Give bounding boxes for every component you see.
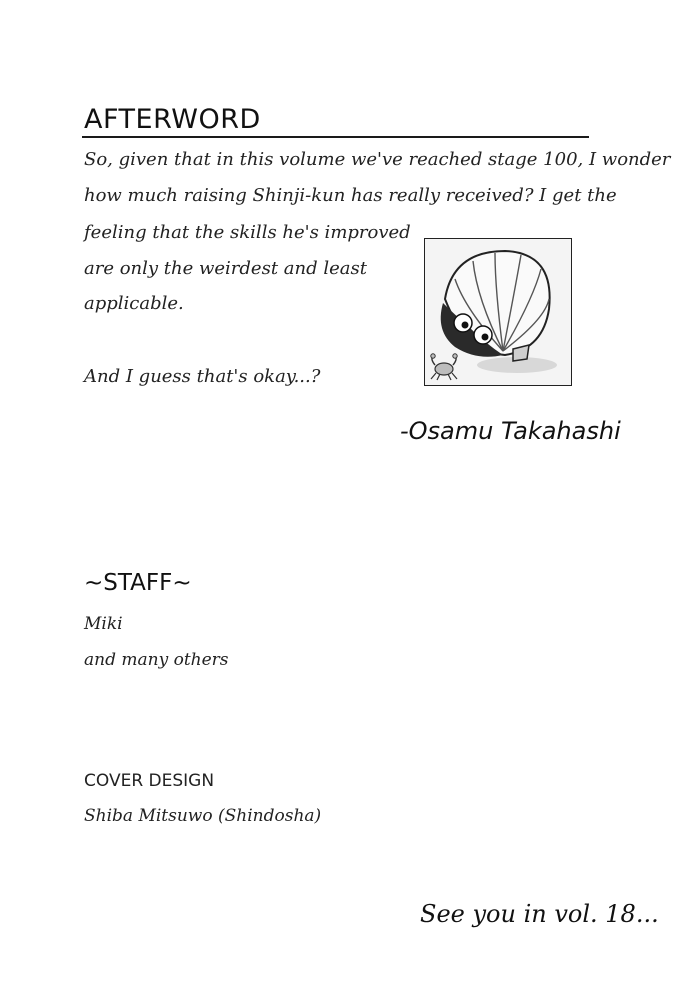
staff-member-2: and many others bbox=[84, 650, 229, 670]
title-divider bbox=[82, 136, 589, 138]
cover-designer: Shiba Mitsuwo (Shindosha) bbox=[84, 806, 322, 826]
staff-title: ~STAFF~ bbox=[84, 570, 192, 596]
shell-illustration bbox=[424, 238, 572, 386]
staff-member-1: Miki bbox=[84, 614, 123, 634]
afterword-line-2: how much raising Shinji-kun has really received? I get the bbox=[84, 185, 617, 206]
afterword-line-3: feeling that the skills he's improved bbox=[84, 222, 411, 243]
afterword-line-1: So, given that in this volume we've reached stage 100, I wonder bbox=[84, 149, 671, 170]
afterword-title: AFTERWORD bbox=[84, 104, 261, 135]
crab-icon bbox=[427, 353, 461, 381]
afterword-line-5: applicable. bbox=[84, 293, 184, 314]
afterword-line-4: are only the weirdest and least bbox=[84, 258, 367, 279]
cover-design-title: COVER DESIGN bbox=[84, 771, 215, 791]
afterword-line-6: And I guess that's okay...? bbox=[84, 366, 321, 387]
closing-note: See you in vol. 18... bbox=[420, 900, 659, 928]
author-signature: -Osamu Takahashi bbox=[400, 417, 621, 445]
